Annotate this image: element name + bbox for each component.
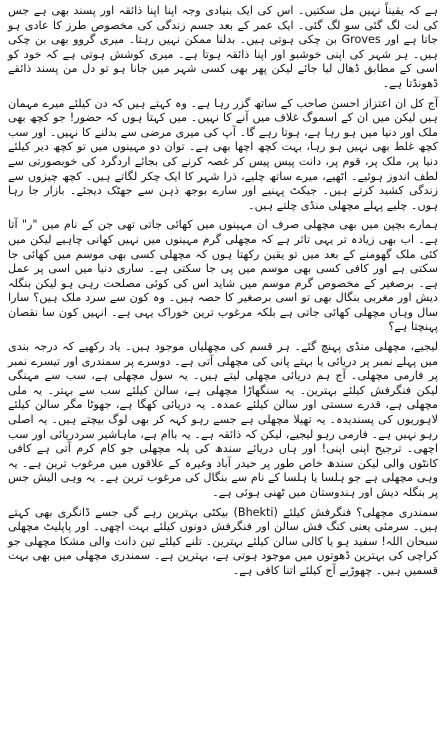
paragraph-4: لیجیے، مچھلی منڈی پہنچ گئے۔ ہر قسم کی مچھلیاں موجود ہیں۔ یاد رکھیے کہ درجہ بندی میں پہلے نمبر پر دریائی یا بہتے پانی کی مچھلی آتی ہے۔ دوسرے پر سمندری اور تیسرے نمبر پر فارمی مچھلی۔ آج ہم دریائی مچھلی لیتے ہیں۔ یہ سول مچھلی ہے، سب سے مہنگی لیکن فنگرفش کیلئے بہترین۔ یہ سنگھاڑا مچھلی ہے، سالن کیلئے سب سے بہتر۔ یہ ملی مچھلی ہے، قدرے سستی اور سالن کیلئے عمدہ۔ یہ دریائی کھگا ہے، جھوٹا مگر سالن کیلئے لاہوریوں کی پسندیدہ۔ یہ تھیلا مچھلی ہے جسے رہو کہہ کر بھی لوگ بیچتے ہیں۔ یہ اصلی رہو نہیں ہے۔ فارمی رہو لیجیے، لیکن کہ ذائقہ ہے۔ یہ باام ہے، ماہاشیر سردریائی اور سب اچھی۔ ترجیح اپنی اپنی! اور ہاں دریائے سندھ کی پلہ مچھلی جو کام کرم آتی ہے کافی کانٹوں والی لیکن سندھ خاص طور پر حیدر آباد وغیرہ کے علاقوں میں مرغوب ترین ہے۔ یہ وہی مچھلی ہے جو ہلسا یا ہلسا کے نام سے بنگال کی مرغوب ترین ہے۔ یہ وہی الیش جس پر بنگلہ دیش اور ہندوستان میں ٹھنی ہوئی ہے۔: [8, 340, 438, 499]
paragraph-2: آج کل ان اعتزاز احسن صاحب کے ساتھ گزر رہا ہے۔ وہ کہتے ہیں کہ دن کیلئے میرے مہمان ہیں لیکن میں ان کے اسموگ غلاف میں آنے کا نہیں۔ میں کہتا ہوں کہ حضور! جو کچھ بھی ملک اور دنیا میں ہو رہا ہے، ہوتا رہے گا۔ آپ کی میری مرضی سے بدلنے کا نہیں۔ اور سب کچھ غلط بھی نہیں ہو رہا، بہت کچھ اچھا بھی ہے۔ توان دو مہینوں میں تو کچھ دیر کیلئے دنیا پر، ملک پر، قوم پر، دانت پیس پیس کر غصہ کرنے کی بجائے اردگرد کی خوبصورتی سے لطف اندوز ہوئیے۔ اٹھیے، میرے ساتھ چلیے، ذرا شہر کا ایک چکر لگاتے ہیں۔ کچھ چیزوں سے زندگی کشید کرتے ہیں۔ جیکٹ پہنیے اور سارے بوجھ ذہن سے جھٹک دیجئے۔ بازار جا رہا ہوں۔ چلیے پہلے مچھلی منڈی چلتے ہیں۔: [8, 96, 438, 212]
paragraph-1: ہے کہ یقیناً نہیں مل سکتیں۔ اس کی ایک بنیادی وجہ اپنا اپنا ذائقہ اور پسند بھی ہے جس کی لت لگ گئی سو لگ گئی۔ ایک عمر کے بعد جسم زندگی کی مخصوص طرز کا عادی ہو جاتا ہے اور Groves بن چکی ہوتی ہیں۔ بدلنا ممکن نہیں رہتا۔ میری گروو بھی بن چکی ہیں۔ ہر شہر کی اپنی خوشبو اور اپنا ذائقہ ہوتا ہے۔ میری کوشش ہوتی ہے کہ خود کو اسی کے مطابق ڈھال لیا جائے لیکن پھر بھی کسی شہر میں جانا ہو تو دل من پسند ذائقے ڈھونڈتا ہے۔: [8, 4, 438, 90]
paragraph-5: سمندری مچھلی؟ فنگرفش کیلئے (Bhekti) بیکٹی بہترین رہے گی جسے ڈانگری بھی کہتے ہیں۔ سرمئی یعنی کنگ فش سالن اور فنگرفش دونوں کیلئے بہت اچھی۔ اور پاپلیٹ مچھلی سبحان اللہ! سفید ہو یا کالی سالن کیلئے بہترین۔ تلنے کیلئے تین دانت والی مشکا مچھلی جو کراچی کی بہترین ڈھوتوں میں موجود ہوتی ہے، بہترین ہے۔ سمندری مچھلی میں بھی بہت قسمیں ہیں۔ چھوڑیے آج کیلئے اتنا کافی ہے۔: [8, 505, 438, 577]
paragraph-3: ہمارے بچپن میں بھی مچھلی صرف ان مہینوں میں کھائی جاتی تھی جن کے نام میں "ر" آتا ہے۔ اب بھی زیادہ تر یہی تاثر ہے کہ مچھلی گرم مہینوں میں نہیں کھانی چاہیے لیکن میں کئی ملک گھومنے کے بعد میں تو یقین رکھتا ہوں کہ مچھلی کسی بھی موسم میں کھائی جا سکتی ہے اور کافی کسی بھی موسم میں پی جا سکتی ہے۔ ساری دنیا میں اسی پر عمل ہے۔ برصغیر کے مخصوص گرم موسم میں شاید اس کی کوئی مصلحت رہی ہو لیکن بنگلہ دیش اور مغربی بنگال بھی تو اسی برصغیر کا حصہ ہیں۔ وہ کون سے سرد ملک ہیں؟ سارا سال وہاں مچھلی کھائی جاتی ہے بلکہ مرغوب ترین خوراک یہی ہے۔ انہیں کون سا نقصان پہنچتا ہے؟: [8, 218, 438, 334]
